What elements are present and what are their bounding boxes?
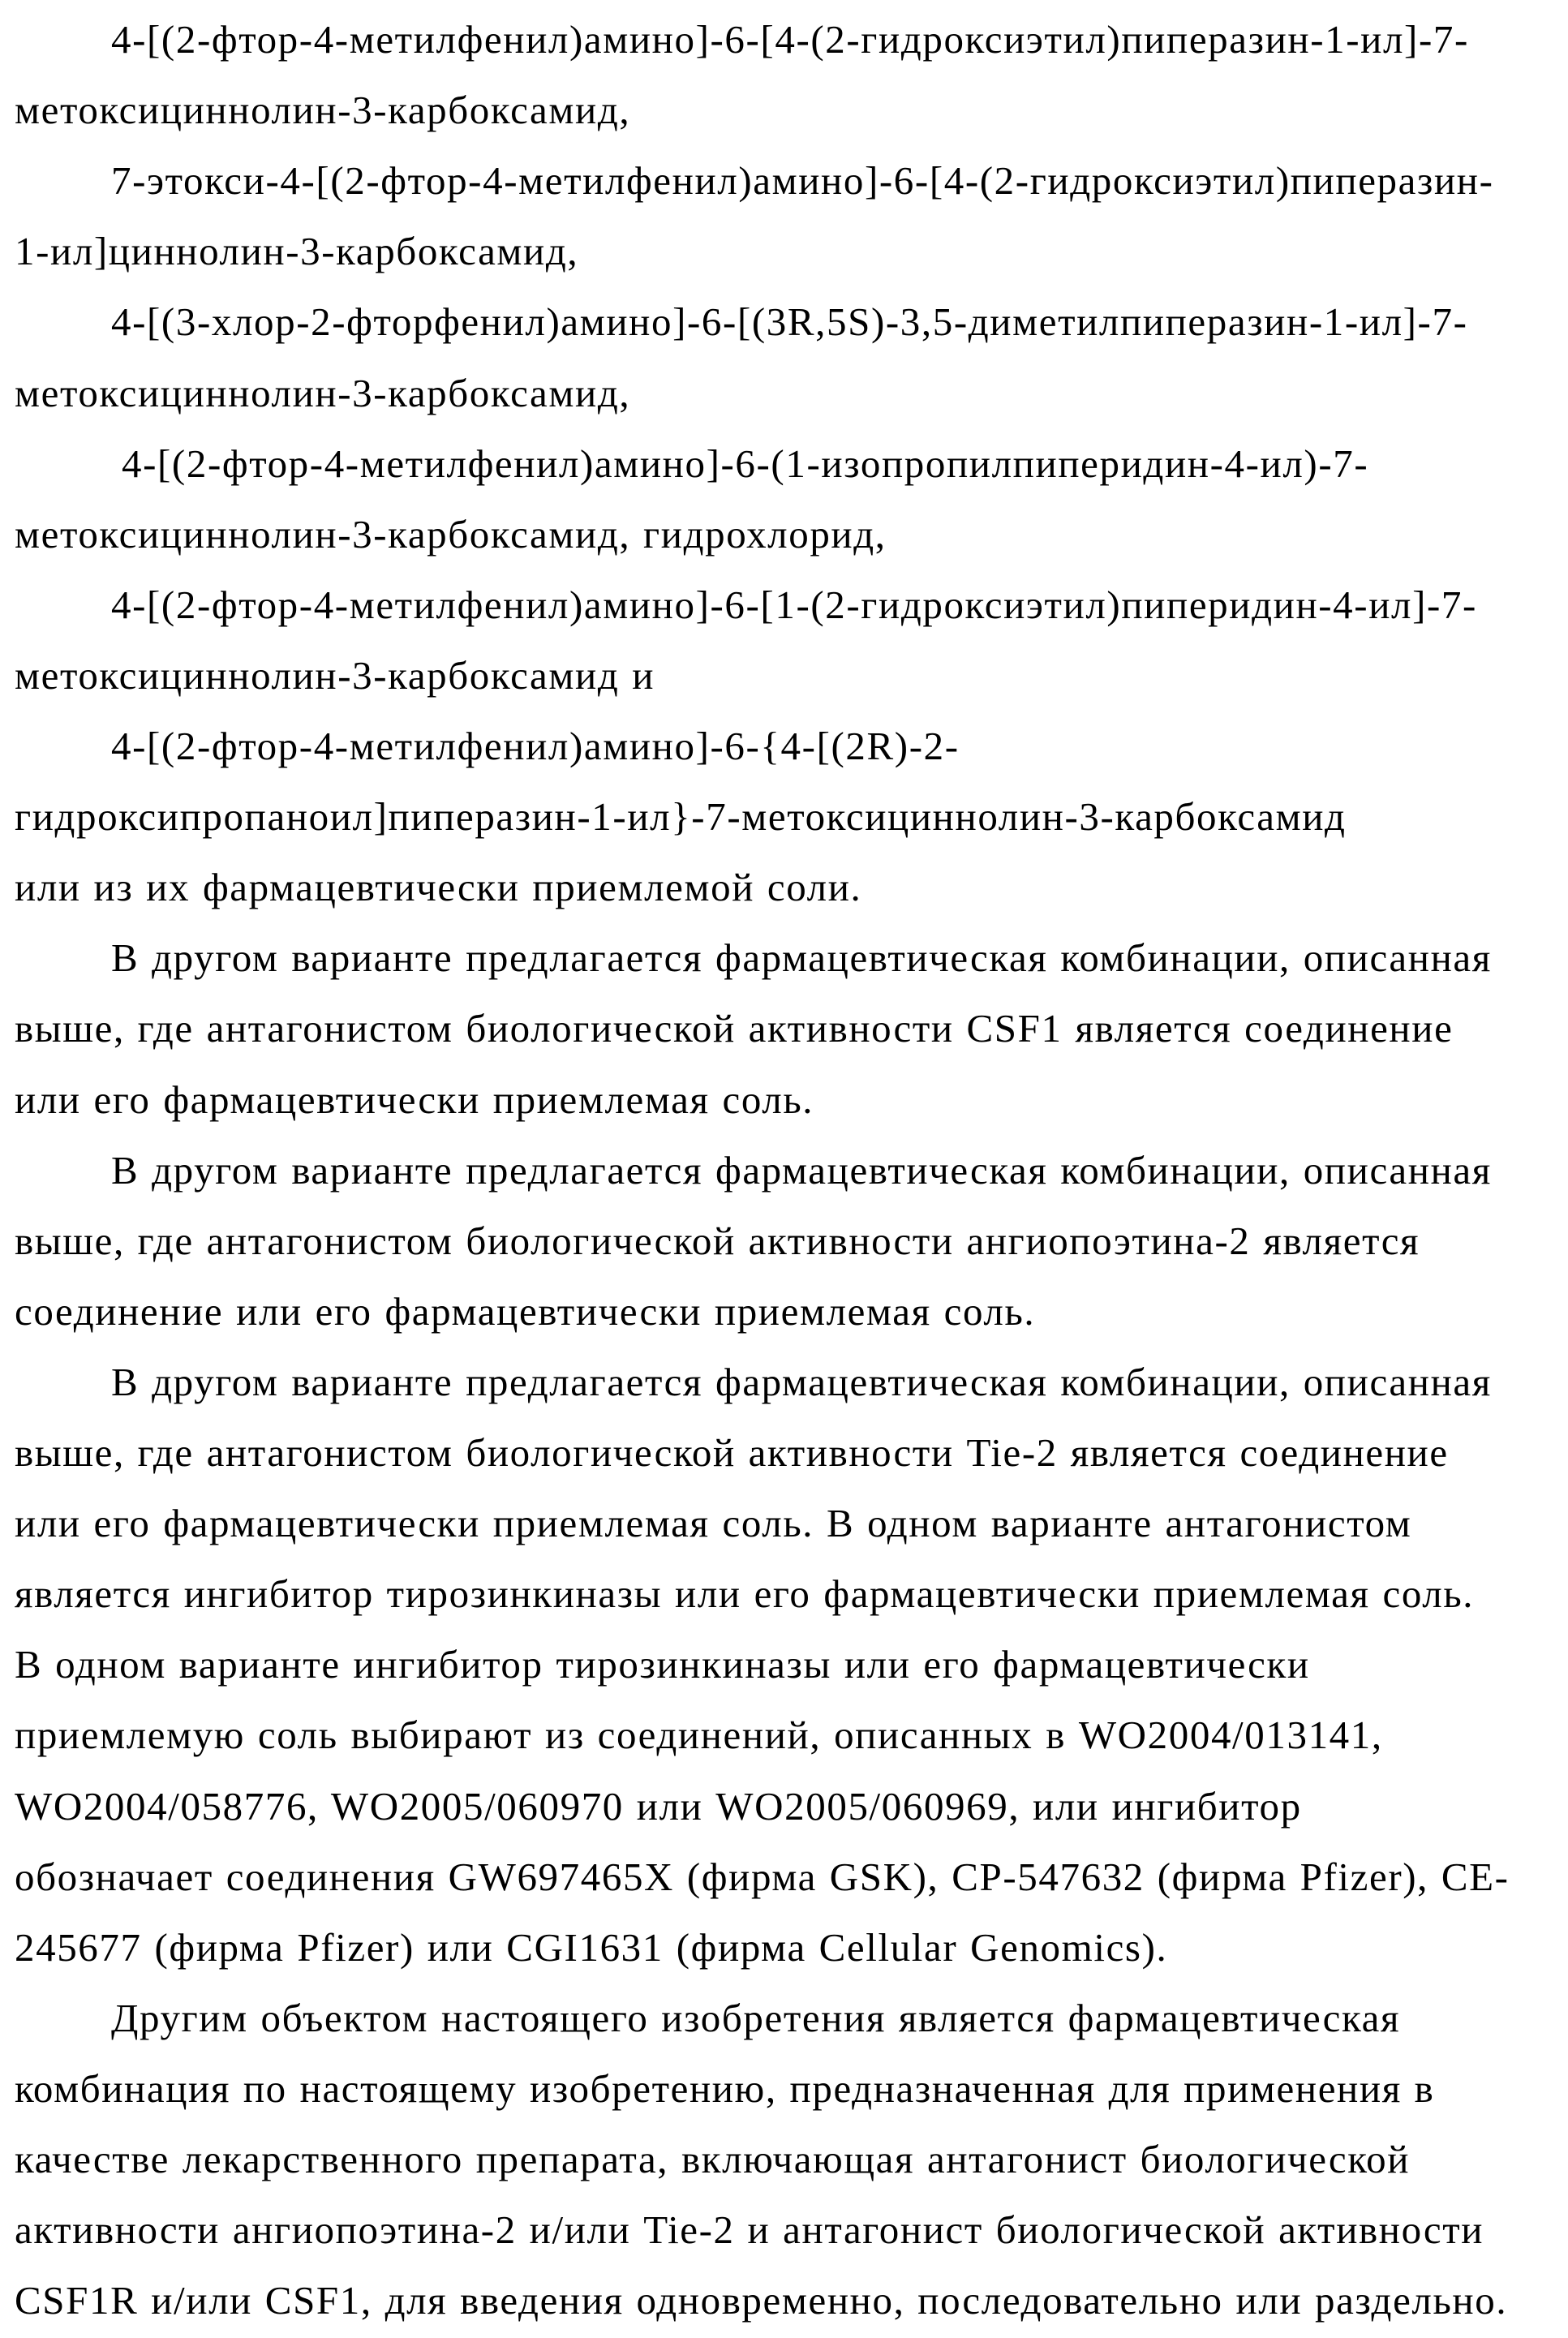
paragraph-line: 245677 (фирма Pfizer) или CGI1631 (фирма Cellular Genomics). — [15, 1924, 1168, 1970]
paragraph-line: является ингибитор тирозинкиназы или его фармацевтически приемлемая соль. — [15, 1571, 1475, 1617]
paragraph-line: выше, где антагонистом биологической активности ангиопоэтина-2 является — [15, 1218, 1420, 1263]
compound-line: 7-этокси-4-[(2-фтор-4-метилфенил)амино]-6-[4-(2-гидроксиэтил)пиперазин- — [111, 158, 1494, 204]
paragraph-line: или из их фармацевтически приемлемой соли. — [15, 865, 862, 910]
paragraph-line: выше, где антагонистом биологической активности CSF1 является соединение — [15, 1006, 1454, 1051]
paragraph-line: качестве лекарственного препарата, включающая антагонист биологической — [15, 2137, 1411, 2181]
compound-line: 4-[(2-фтор-4-метилфенил)амино]-6-{4-[(2R)-2- — [111, 724, 960, 768]
paragraph-line: В другом варианте предлагается фармацевтическая комбинации, описанная — [111, 935, 1492, 981]
compound-line: 4-[(3-хлор-2-фторфенил)амино]-6-[(3R,5S)-3,5-диметилпиперазин-1-ил]-7- — [111, 299, 1468, 345]
paragraph-line: WO2004/058776, WO2005/060970 или WO2005/060969, или ингибитор — [15, 1783, 1302, 1829]
compound-line: 4-[(2-фтор-4-метилфенил)амино]-6-[1-(2-гидроксиэтил)пиперидин-4-ил]-7- — [111, 582, 1477, 627]
compound-line: метоксициннолин-3-карбоксамид и — [15, 652, 655, 698]
paragraph-line: Другим объектом настоящего изобретения является фармацевтическая — [111, 1995, 1401, 2040]
paragraph-line: или его фармацевтически приемлемая соль. В одном варианте антагонистом — [15, 1501, 1412, 1546]
compound-line: гидроксипропаноил]пиперазин-1-ил}-7-метоксициннолин-3-карбоксамид — [15, 794, 1347, 840]
paragraph-line: В другом варианте предлагается фармацевтическая комбинации, описанная — [111, 1359, 1492, 1404]
paragraph-line: обозначает соединения GW697465X (фирма GSK), CP-547632 (фирма Pfizer), CE- — [15, 1854, 1510, 1899]
paragraph-line: В одном варианте ингибитор тирозинкиназы или его фармацевтически — [15, 1642, 1310, 1687]
paragraph-line: активности ангиопоэтина-2 и/или Tie-2 и антагонист биологической активности — [15, 2207, 1484, 2253]
paragraph-line: приемлемую соль выбирают из соединений, описанных в WO2004/013141, — [15, 1713, 1383, 1758]
compound-line: 1-ил]циннолин-3-карбоксамид, — [15, 229, 579, 274]
compound-line: метоксициннолин-3-карбоксамид, — [15, 370, 631, 415]
paragraph-line: или его фармацевтически приемлемая соль. — [15, 1077, 814, 1122]
compound-line: метоксициннолин-3-карбоксамид, гидрохлорид, — [15, 511, 887, 557]
paragraph-line: соединение или его фармацевтически приемлемая соль. — [15, 1288, 1036, 1334]
paragraph-line: В другом варианте предлагается фармацевтическая комбинации, описанная — [111, 1147, 1492, 1193]
compound-line: 4-[(2-фтор-4-метилфенил)амино]-6-[4-(2-гидроксиэтил)пиперазин-1-ил]-7- — [111, 17, 1469, 62]
compound-line: 4-[(2-фтор-4-метилфенил)амино]-6-(1-изопропилпиперидин-4-ил)-7- — [122, 441, 1369, 486]
paragraph-line: выше, где антагонистом биологической активности Tie-2 является соединение — [15, 1430, 1449, 1475]
paragraph-line: комбинация по настоящему изобретению, предназначенная для применения в — [15, 2065, 1435, 2111]
paragraph-line: CSF1R и/или CSF1, для введения одновременно, последовательно или раздельно. — [15, 2278, 1508, 2323]
compound-line: метоксициннолин-3-карбоксамид, — [15, 88, 631, 133]
